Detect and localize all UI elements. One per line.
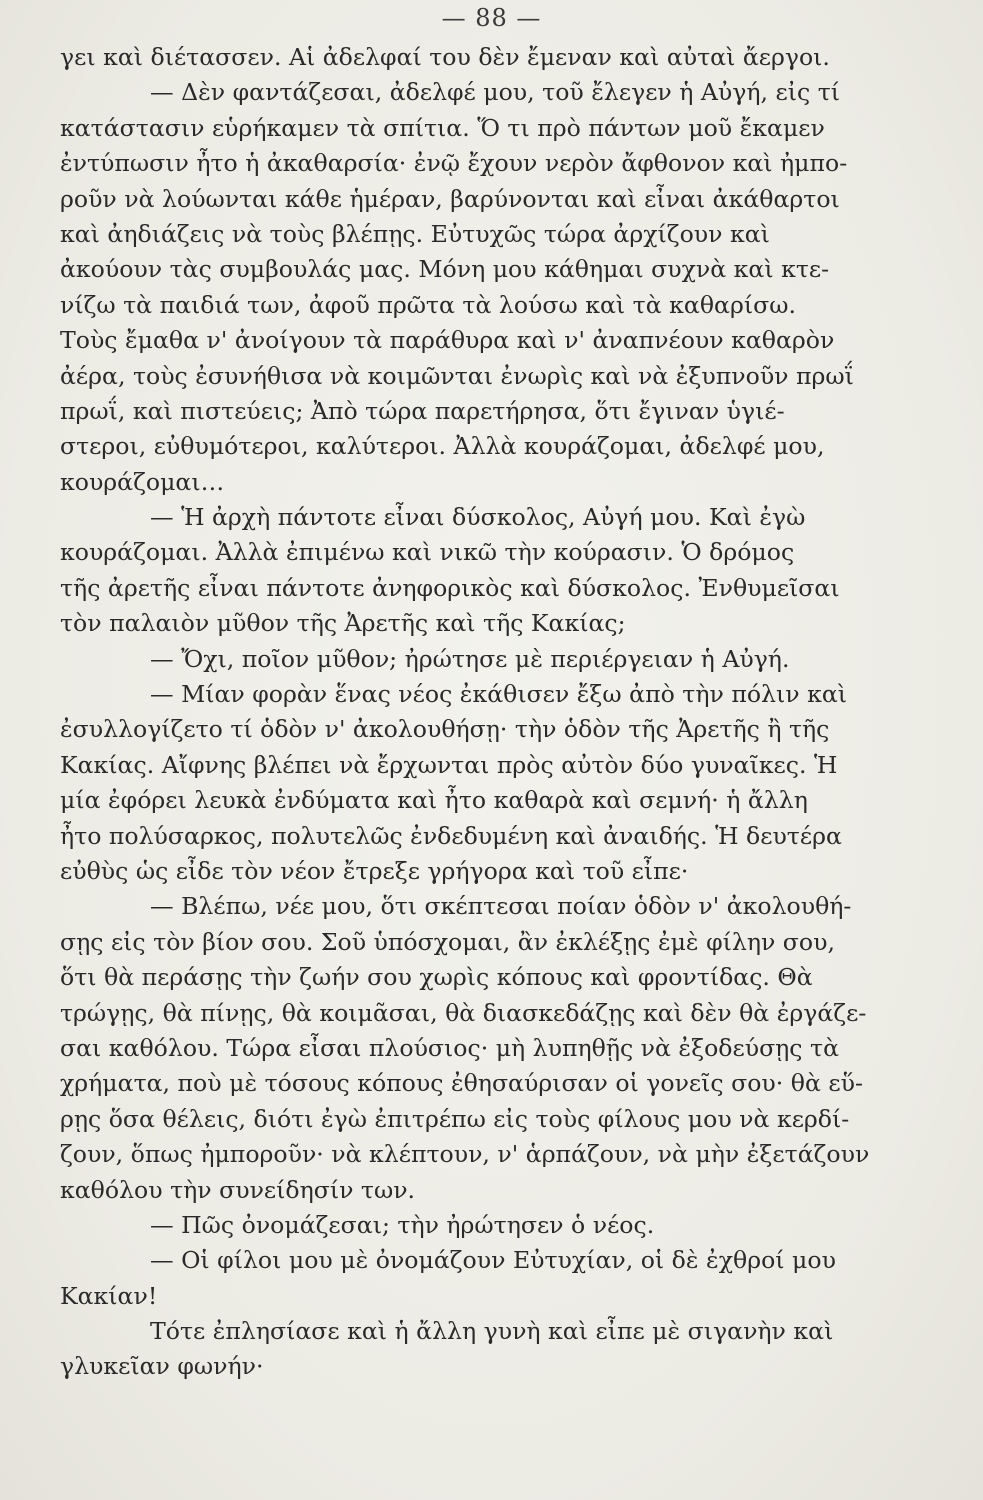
text-line: μία ἐφόρει λευκὰ ἐνδύματα καὶ ἦτο καθαρὰ καὶ σεμνή· ἡ ἄλλη [60, 786, 808, 815]
text-line: χρήματα, ποὺ μὲ τόσους κόπους ἐθησαύρισαν οἱ γονεῖς σου· θὰ εὕ- [60, 1069, 863, 1098]
text-line: Κακίαν! [60, 1281, 158, 1310]
text-line: — Πῶς ὀνομάζεσαι; τὴν ἠρώτησεν ὁ νέος. [150, 1210, 655, 1239]
text-line: τῆς ἀρετῆς εἶναι πάντοτε ἀνηφορικὸς καὶ δύσκολος. Ἐνθυμεῖσαι [60, 573, 840, 602]
text-line: ὅτι θὰ περάσῃς τὴν ζωήν σου χωρὶς κόπους καὶ φροντίδας. Θὰ [60, 963, 813, 992]
text-line: τρώγῃς, θὰ πίνῃς, θὰ κοιμᾶσαι, θὰ διασκεδάζῃς καὶ δὲν θὰ ἐργάζε- [60, 998, 867, 1027]
text-line: ροῦν νὰ λούωνται κάθε ἡμέραν, βαρύνονται καὶ εἶναι ἀκάθαρτοι [60, 184, 840, 213]
text-line: ρῃς ὅσα θέλεις, διότι ἐγὼ ἐπιτρέπω εἰς τοὺς φίλους μου νὰ κερδί- [60, 1104, 850, 1133]
text-line: ἐντύπωσιν ἦτο ἡ ἀκαθαρσία· ἐνῷ ἔχουν νερὸν ἄφθονον καὶ ἠμπο- [60, 149, 848, 178]
text-line: — Μίαν φορὰν ἕνας νέος ἐκάθισεν ἔξω ἀπὸ τὴν πόλιν καὶ [150, 680, 848, 709]
text-line: ἀκούουν τὰς συμβουλάς μας. Μόνη μου κάθημαι συχνὰ καὶ κτε- [60, 255, 830, 284]
text-line: κουράζομαι. Ἀλλὰ ἐπιμένω καὶ νικῶ τὴν κούρασιν. Ὁ δρόμος [60, 538, 795, 567]
text-line: κατάστασιν εὑρήκαμεν τὰ σπίτια. Ὅ τι πρὸ πάντων μοῦ ἔκαμεν [60, 113, 825, 142]
text-line: ἐσυλλογίζετο τί ὁδὸν ν' ἀκολουθήσῃ· τὴν ὁδὸν τῆς Ἀρετῆς ἢ τῆς [60, 715, 830, 744]
text-line: νίζω τὰ παιδιά των, ἀφοῦ πρῶτα τὰ λούσω καὶ τὰ καθαρίσω. [60, 290, 796, 319]
text-line: — Ἡ ἀρχὴ πάντοτε εἶναι δύσκολος, Αὐγή μου. Καὶ ἐγὼ [150, 503, 806, 532]
text-line: πρωΐ, καὶ πιστεύεις; Ἀπὸ τώρα παρετήρησα, ὅτι ἔγιναν ὑγιέ- [60, 396, 785, 425]
text-line: στεροι, εὐθυμότεροι, καλύτεροι. Ἀλλὰ κουράζομαι, ἀδελφέ μου, [60, 432, 825, 461]
text-line: Τοὺς ἔμαθα ν' ἀνοίγουν τὰ παράθυρα καὶ ν' ἀναπνέουν καθαρὸν [60, 326, 835, 355]
text-line: σαι καθόλου. Τώρα εἶσαι πλούσιος· μὴ λυπηθῇς νὰ ἐξοδεύσῃς τὰ [60, 1033, 840, 1062]
text-line: — Δὲν φαντάζεσαι, ἀδελφέ μου, τοῦ ἔλεγεν ἡ Αὐγή, εἰς τί [150, 78, 841, 107]
page-number: — 88 — [441, 4, 542, 32]
text-line: — Βλέπω, νέε μου, ὅτι σκέπτεσαι ποίαν ὁδὸν ν' ἀκολουθή- [150, 892, 852, 921]
text-line: — Οἱ φίλοι μου μὲ ὀνομάζουν Εὐτυχίαν, οἱ δὲ ἐχθροί μου [150, 1246, 836, 1275]
text-line: γλυκεῖαν φωνήν· [60, 1352, 264, 1381]
text-line: εὐθὺς ὡς εἶδε τὸν νέον ἔτρεξε γρήγορα καὶ τοῦ εἶπε· [60, 856, 689, 885]
text-line: σῃς εἰς τὸν βίον σου. Σοῦ ὑπόσχομαι, ἂν ἐκλέξῃς ἐμὲ φίλην σου, [60, 927, 835, 956]
body-text [60, 40, 940, 1385]
text-line: κουράζομαι… [60, 467, 225, 496]
text-line: γει καὶ διέτασσεν. Αἱ ἀδελφαί του δὲν ἔμεναν καὶ αὐταὶ ἄεργοι. [60, 43, 830, 71]
text-line: ζουν, ὅπως ἠμποροῦν· νὰ κλέπτουν, ν' ἁρπάζουν, νὰ μὴν ἐξετάζουν [60, 1140, 870, 1169]
text-line: Κακίας. Αἴφνης βλέπει νὰ ἔρχωνται πρὸς αὐτὸν δύο γυναῖκες. Ἡ [60, 750, 838, 779]
text-line: καὶ ἀηδιάζεις νὰ τοὺς βλέπῃς. Εὐτυχῶς τώρα ἀρχίζουν καὶ [60, 219, 770, 248]
text-line: ἀέρα, τοὺς ἐσυνήθισα νὰ κοιμῶνται ἐνωρὶς καὶ νὰ ἐξυπνοῦν πρωΐ [60, 361, 854, 390]
text-line: Τότε ἐπλησίασε καὶ ἡ ἄλλη γυνὴ καὶ εἶπε μὲ σιγανὴν καὶ [150, 1317, 834, 1346]
text-line: ἦτο πολύσαρκος, πολυτελῶς ἐνδεδυμένη καὶ ἀναιδής. Ἡ δευτέρα [60, 821, 842, 850]
text-line: καθόλου τὴν συνείδησίν των. [60, 1175, 416, 1204]
text-line: — Ὄχι, ποῖον μῦθον; ἠρώτησε μὲ περιέργειαν ἡ Αὐγή. [150, 644, 790, 673]
text-line: τὸν παλαιὸν μῦθον τῆς Ἀρετῆς καὶ τῆς Κακίας; [60, 609, 626, 638]
